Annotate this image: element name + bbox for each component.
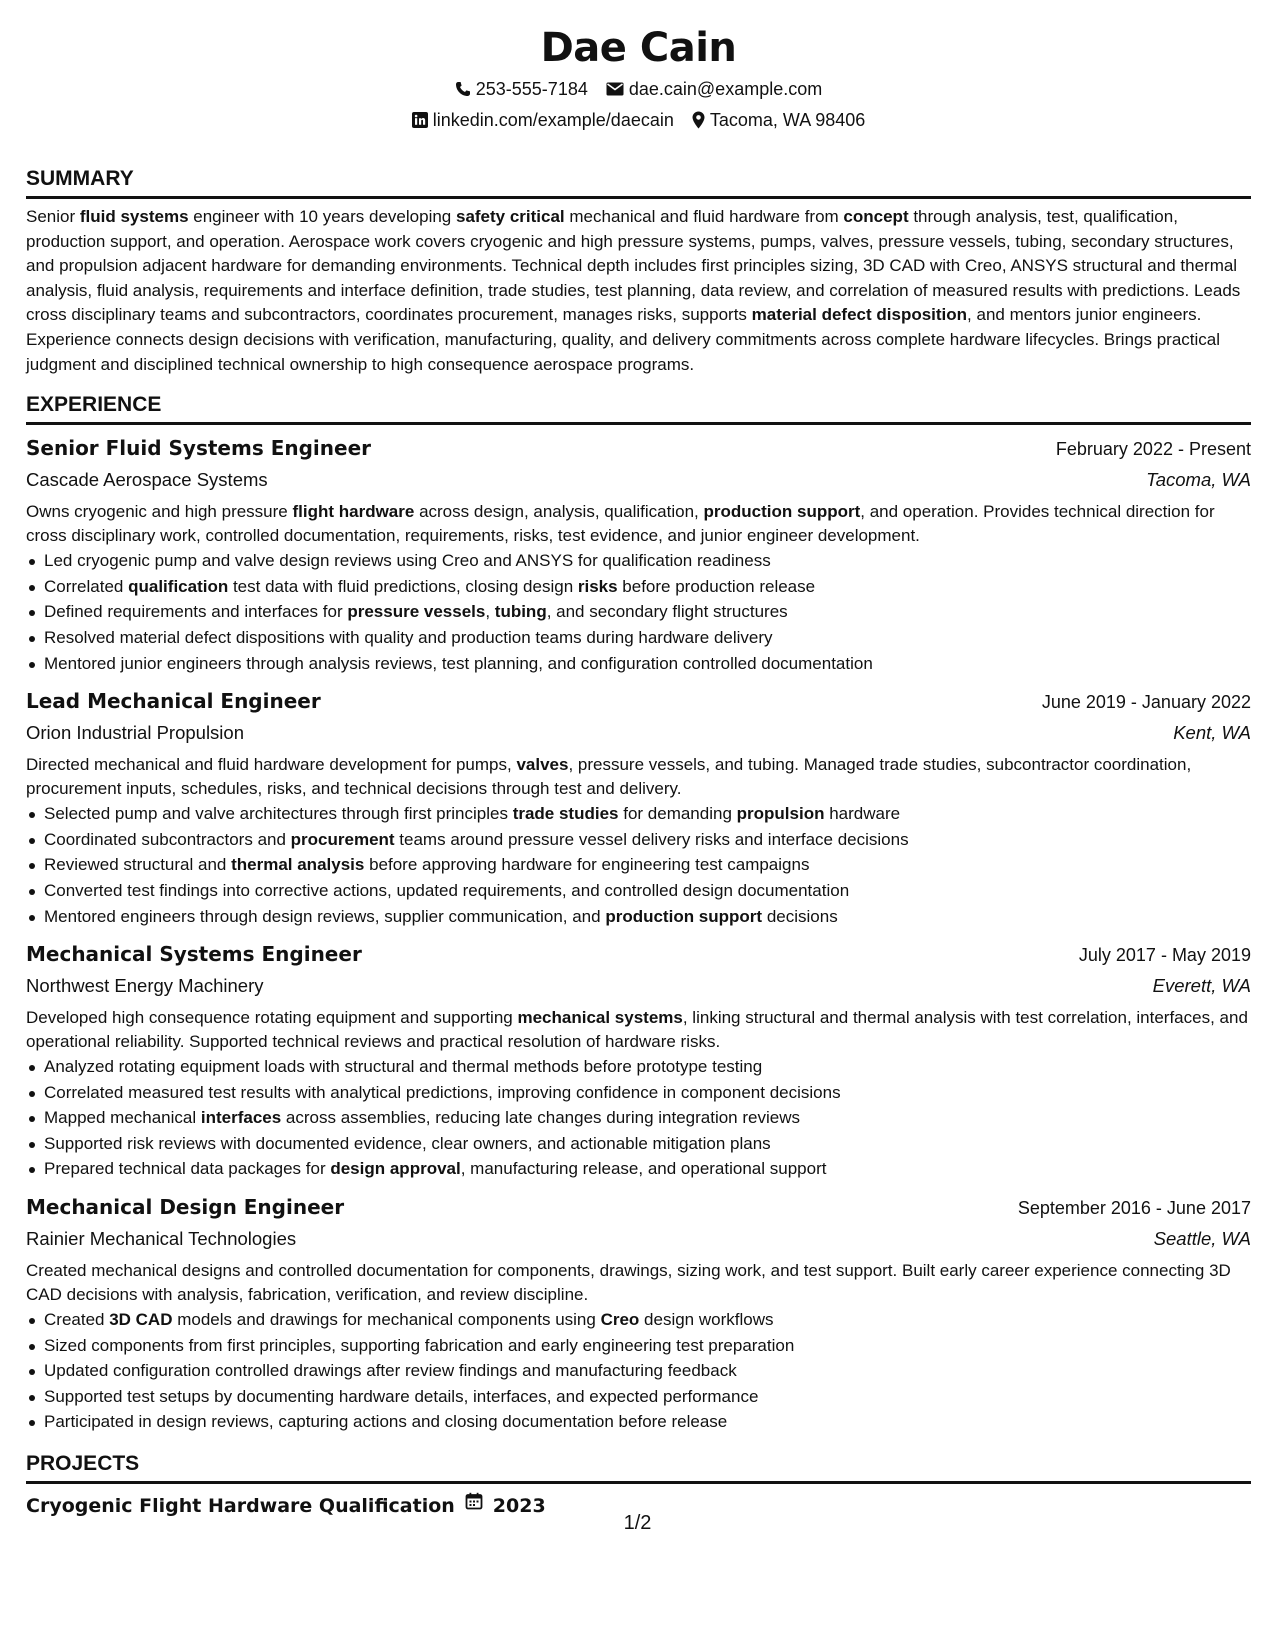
bullet-item [26,1131,1251,1157]
text-segment: Led cryogenic pump and valve design reviews using Creo and ANSYS for qualification readiness [44,551,771,571]
text-segment: , [485,602,495,622]
job-location: Everett, WA [1152,975,1251,997]
job-entry [26,1192,1251,1435]
phone-number: 253-555-7184 [475,79,588,99]
job-bullets [26,1307,1251,1435]
job-title: Lead Mechanical Engineer [26,689,321,714]
job-dates: June 2019 - January 2022 [1041,692,1251,713]
emphasis-text: 3D CAD [109,1310,173,1330]
job-header [26,433,1251,465]
text-segment: hardware [824,804,901,824]
bullet-item [26,574,1251,600]
bullet-item [26,1409,1251,1435]
text-segment: engineer with 10 years developing [188,207,456,226]
emphasis-text: interfaces [200,1108,282,1128]
summary-paragraph [26,205,1251,377]
text-segment: Directed mechanical and fluid hardware development for pumps, [26,755,517,775]
job-description [26,1006,1251,1054]
page-number: 1/2 [623,1512,652,1534]
job-subheader [26,465,1251,494]
bullet-item [26,1384,1251,1410]
company-name: Cascade Aerospace Systems [26,469,268,491]
emphasis-text: production support [605,906,763,926]
emphasis-text: design approval [330,1159,461,1179]
job-subheader [26,1224,1251,1253]
job-bullets [26,801,1251,929]
job-title: Mechanical Design Engineer [26,1195,345,1220]
job-subheader [26,971,1251,1000]
job-entry [26,939,1251,1182]
linkedin-contact[interactable] [412,107,674,133]
envelope-icon [606,82,624,96]
text-segment: , manufacturing release, and operational support [460,1159,827,1179]
bullet-item [26,827,1251,853]
text-segment: , and secondary flight structures [546,602,788,622]
emphasis-text: pressure vessels [347,602,486,622]
text-segment: , pressure vessels, and tubing. Managed trade studies, subcontractor coordination, procurement inputs, schedules, risks, and technical decisions through test and delivery. [26,755,1192,799]
job-subheader [26,718,1251,747]
job-header [26,1192,1251,1224]
emphasis-text: qualification [128,576,229,596]
text-segment: Resolved material defect dispositions with quality and production teams during hardware delivery [44,627,773,647]
text-segment: Mentored engineers through design reviews, supplier communication, and [44,906,606,926]
text-segment: Correlated [44,576,129,596]
text-segment: before production release [617,576,816,596]
text-segment: , and mentors junior engineers. Experience connects design decisions with verification, manufacturing, quality, and delivery commitments across complete hardware lifecycles. Brings practical judgment and disciplined technical ownership to high consequence aerospace programs. [26,305,1221,374]
emphasis-text: tubing [494,602,547,622]
location-text: Tacoma, WA 98406 [709,110,866,130]
job-title: Mechanical Systems Engineer [26,942,362,967]
text-segment: across assemblies, reducing late changes during integration reviews [281,1108,800,1128]
bullet-item [26,548,1251,574]
company-name: Northwest Energy Machinery [26,975,264,997]
text-segment: for demanding [618,804,737,824]
bullet-item [26,852,1251,878]
contact-row-primary [26,76,1251,102]
text-segment: Supported test setups by documenting hardware details, interfaces, and expected performance [44,1386,759,1406]
company-name: Orion Industrial Propulsion [26,722,244,744]
bullet-item [26,599,1251,625]
text-segment: Prepared technical data packages for [44,1159,331,1179]
text-segment: design workflows [639,1310,774,1330]
text-segment: , and operation. Provides technical direction for cross disciplinary work, controlled documentation, requirements, risks, test evidence, and junior engineer development. [26,502,1215,546]
text-segment: Developed high consequence rotating equipment and supporting [26,1008,518,1028]
text-segment: Coordinated subcontractors and [44,829,291,849]
job-header [26,939,1251,971]
text-segment: , linking structural and thermal analysis with test correlation, interfaces, and operational reliability. Supported technical reviews and practical resolution of hardware risks. [26,1008,1248,1052]
job-entry [26,433,1251,676]
experience-heading: EXPERIENCE [26,392,1251,425]
text-segment: Mapped mechanical [44,1108,201,1128]
text-segment: Correlated measured test results with analytical predictions, improving confidence in component decisions [44,1082,841,1102]
emphasis-text: procurement [290,829,395,849]
text-segment: Updated configuration controlled drawings after review findings and manufacturing feedback [44,1361,737,1381]
bullet-item [26,904,1251,930]
text-segment: Senior [26,207,80,226]
job-location: Kent, WA [1173,722,1251,744]
bullet-item [26,1333,1251,1359]
emphasis-text: Creo [600,1310,640,1330]
text-segment: through analysis, test, qualification, production support, and operation. Aerospace work covers cryogenic and high pressure systems, pumps, valves, pressure vessels, tubing, secondary structures, and propulsion adjacent hardware for demanding environments. Technical depth includes first principles sizing, 3D CAD with Creo, ANSYS structural and thermal analysis, fluid analysis, requirements and interface definition, trade studies, test planning, data review, and correlation of measured results with predictions. Leads cross disciplinary teams and subcontractors, coordinates procurement, manages risks, supports [26,207,1241,325]
text-segment: Mentored junior engineers through analysis reviews, test planning, and configuration controlled documentation [44,653,873,673]
text-segment: Created mechanical designs and controlled documentation for components, drawings, sizing work, and test support. Built early career experience connecting 3D CAD decisions with analysis, fabrication, verification, and review discipline. [26,1261,1231,1305]
text-segment: across design, analysis, qualification, [414,502,704,522]
bullet-item [26,651,1251,677]
text-segment: Defined requirements and interfaces for [44,602,348,622]
bullet-item [26,625,1251,651]
job-location: Seattle, WA [1153,1228,1251,1250]
job-description [26,753,1251,801]
text-segment: mechanical and fluid hardware from [564,207,844,226]
text-segment: before approving hardware for engineering test campaigns [364,855,810,875]
text-segment: models and drawings for mechanical components using [172,1310,601,1330]
bullet-item [26,1307,1251,1333]
bullet-item [26,801,1251,827]
text-segment: Reviewed structural and [44,855,232,875]
emphasis-text: risks [577,576,618,596]
bullet-item [26,1054,1251,1080]
text-segment: Analyzed rotating equipment loads with structural and thermal methods before prototype testing [44,1057,763,1077]
emphasis-text: propulsion [736,804,825,824]
map-pin-icon [692,111,705,129]
job-dates: February 2022 - Present [1055,439,1251,460]
emphasis-text: trade studies [512,804,619,824]
location-contact [692,107,865,133]
emphasis-text: production support [703,502,861,522]
text-segment: decisions [762,906,838,926]
job-bullets [26,548,1251,676]
text-segment: Converted test findings into corrective actions, updated requirements, and controlled design documentation [44,880,850,900]
company-name: Rainier Mechanical Technologies [26,1228,297,1250]
emphasis-text: flight hardware [292,502,415,522]
emphasis-text: valves [516,755,569,775]
contact-row-secondary [26,107,1251,133]
text-segment: test data with fluid predictions, closing design [228,576,578,596]
candidate-name: Dae Cain [540,25,737,71]
linkedin-icon [412,112,428,128]
text-segment: Selected pump and valve architectures through first principles [44,804,513,824]
job-description [26,1259,1251,1307]
bullet-item [26,1156,1251,1182]
text-segment: Created [44,1310,110,1330]
emphasis-text: mechanical systems [517,1008,683,1028]
bullet-item [26,878,1251,904]
bullet-item [26,1358,1251,1384]
bullet-item [26,1080,1251,1106]
email-address[interactable]: dae.cain@example.com [628,79,823,99]
text-segment: Participated in design reviews, capturing actions and closing documentation before release [44,1412,728,1432]
emphasis-text: material defect disposition [751,305,968,325]
text-segment: Supported risk reviews with documented evidence, clear owners, and actionable mitigation plans [44,1133,771,1153]
text-segment: Sized components from first principles, supporting fabrication and early engineering test preparation [44,1335,795,1355]
job-location: Tacoma, WA [1146,469,1251,491]
resume-page [26,0,1251,1520]
experience-list [26,433,1251,1435]
job-dates: September 2016 - June 2017 [1017,1198,1251,1219]
job-description [26,500,1251,548]
job-bullets [26,1054,1251,1182]
email-contact[interactable] [606,76,822,102]
emphasis-text: fluid systems [79,207,189,226]
project-name: Cryogenic Flight Hardware Qualification [26,1495,455,1518]
text-segment: Owns cryogenic and high pressure [26,502,293,522]
bullet-item [26,1105,1251,1131]
text-segment: teams around pressure vessel delivery risks and interface decisions [394,829,909,849]
projects-heading: PROJECTS [26,1451,1251,1484]
emphasis-text: concept [843,207,909,226]
job-title: Senior Fluid Systems Engineer [26,436,371,461]
job-entry [26,686,1251,929]
job-dates: July 2017 - May 2019 [1078,945,1251,966]
emphasis-text: thermal analysis [231,855,365,875]
project-year: 2023 [492,1495,546,1518]
phone-icon [455,81,471,97]
linkedin-url[interactable]: linkedin.com/example/daecain [432,110,674,130]
job-header [26,686,1251,718]
emphasis-text: safety critical [455,207,565,226]
phone-contact [455,76,588,102]
summary-heading: SUMMARY [26,166,1251,199]
